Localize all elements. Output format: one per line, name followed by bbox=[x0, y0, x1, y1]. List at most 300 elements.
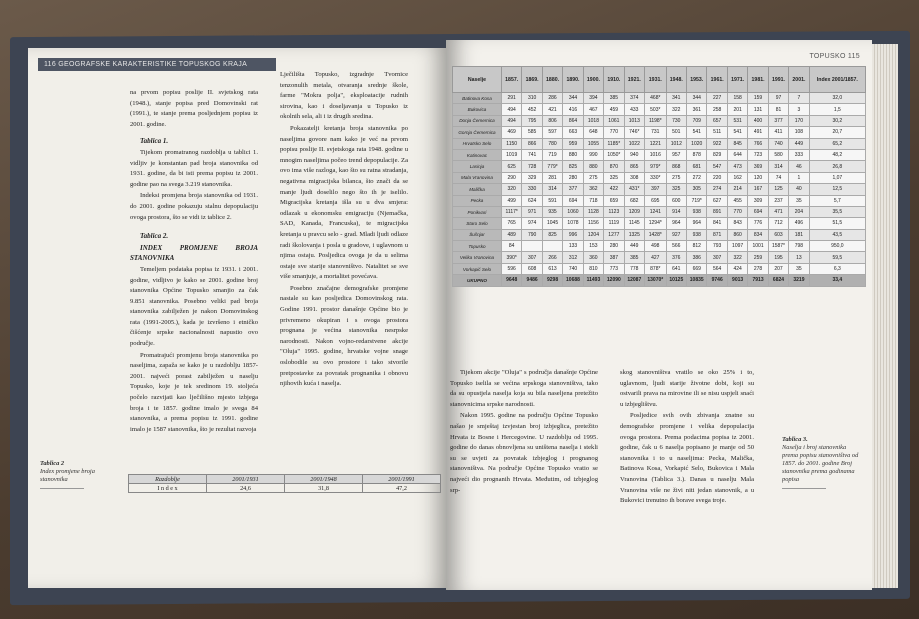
population-value-cell: 422 bbox=[604, 184, 624, 195]
settlement-name-cell: Mala Vranovina bbox=[453, 172, 502, 183]
population-value-cell: 421 bbox=[542, 104, 562, 115]
settlement-name-cell: Bukovica bbox=[453, 104, 502, 115]
population-value-cell: 541 bbox=[687, 127, 707, 138]
population-value-cell: 290 bbox=[501, 172, 521, 183]
population-value-cell: 35,5 bbox=[809, 206, 865, 217]
population-header-cell: 1890. bbox=[563, 67, 583, 93]
population-value-cell: 765 bbox=[501, 218, 521, 229]
population-header-cell: 1971. bbox=[727, 67, 747, 93]
population-value-cell: 452 bbox=[522, 104, 542, 115]
population-value-cell: 377 bbox=[768, 115, 788, 126]
population-value-cell: 746* bbox=[624, 127, 644, 138]
table-row bbox=[453, 161, 866, 172]
population-value-cell: 1221 bbox=[645, 138, 667, 149]
population-header-cell: 1921. bbox=[624, 67, 644, 93]
population-value-cell: 860 bbox=[727, 229, 747, 240]
col2-paragraph-3: Posebno značajne demografske promjene nastale su kao posljedica Domovinskog rata. Godine 1991. prostor današnje Općine bio je privremeno okupiran i s ovoga prostora prognana je većina stanovnika nesrpske narodnosti. Nakon vojno-redarstvene akcije "Oluja" 1995. godine, hrvatske vojne snage oslobodile su ovo prostore i tako stvorile pretpostavke za povratak prognanika i obnovu njihovih kuća i naselja. bbox=[280, 284, 408, 388]
population-value-cell: 834 bbox=[748, 229, 768, 240]
population-value-cell bbox=[542, 241, 562, 252]
population-value-cell: 790 bbox=[522, 229, 542, 240]
population-header-cell: 1931. bbox=[645, 67, 667, 93]
side-caption-title: Tablica 3. bbox=[782, 436, 808, 443]
settlement-name-cell: Staro Selo bbox=[453, 218, 502, 229]
population-value-cell: 10125 bbox=[666, 275, 686, 286]
population-value-cell: 281 bbox=[542, 172, 562, 183]
caption-rule bbox=[40, 488, 84, 489]
population-value-cell: 596 bbox=[501, 263, 521, 274]
population-value-cell: 681 bbox=[687, 161, 707, 172]
right-page bbox=[446, 40, 872, 590]
population-value-cell: 695 bbox=[645, 195, 667, 206]
population-value-cell: 314 bbox=[768, 161, 788, 172]
population-value-cell: 773 bbox=[604, 263, 624, 274]
population-value-cell: 74 bbox=[768, 172, 788, 183]
table-row bbox=[453, 218, 866, 229]
population-value-cell: 964 bbox=[687, 218, 707, 229]
table-row bbox=[453, 206, 866, 217]
population-value-cell: 310 bbox=[522, 93, 542, 104]
population-value-cell: 1204 bbox=[583, 229, 603, 240]
population-value-cell: 959 bbox=[563, 138, 583, 149]
population-value-cell: 1020 bbox=[687, 138, 707, 149]
population-value-cell: 10688 bbox=[563, 275, 583, 286]
left-page bbox=[28, 48, 446, 588]
population-value-cell: 258 bbox=[707, 104, 727, 115]
population-value-cell: 489 bbox=[501, 229, 521, 240]
population-value-cell: 459 bbox=[604, 104, 624, 115]
population-value-cell: 712 bbox=[768, 218, 788, 229]
population-value-cell: 780 bbox=[542, 138, 562, 149]
population-value-cell: 314 bbox=[542, 184, 562, 195]
population-value-cell: 11493 bbox=[583, 275, 603, 286]
population-value-cell: 935 bbox=[542, 206, 562, 217]
population-value-cell: 603 bbox=[768, 229, 788, 240]
population-value-cell: 1018 bbox=[583, 115, 603, 126]
population-value-cell: 7913 bbox=[748, 275, 768, 286]
population-value-cell: 390* bbox=[501, 252, 521, 263]
population-value-cell: 385 bbox=[624, 252, 644, 263]
population-value-cell: 865 bbox=[624, 161, 644, 172]
population-header-cell: 1869. bbox=[522, 67, 542, 93]
table-row bbox=[453, 104, 866, 115]
population-value-cell: 48,2 bbox=[809, 149, 865, 160]
population-value-cell: 511 bbox=[707, 127, 727, 138]
population-value-cell: 455 bbox=[727, 195, 747, 206]
population-value-cell: 195 bbox=[768, 252, 788, 263]
table-row bbox=[453, 93, 866, 104]
population-value-cell: 51,5 bbox=[809, 218, 865, 229]
index-table-header bbox=[129, 475, 441, 484]
population-value-cell: 770 bbox=[727, 206, 747, 217]
population-header-cell: 1948. bbox=[666, 67, 686, 93]
population-value-cell: 843 bbox=[727, 218, 747, 229]
settlement-name-cell: Pecka bbox=[453, 195, 502, 206]
population-value-cell: 13070* bbox=[645, 275, 667, 286]
population-value-cell: 1325 bbox=[624, 229, 644, 240]
population-value-cell: 360 bbox=[583, 252, 603, 263]
right-column-2 bbox=[620, 368, 754, 568]
col2-paragraph-1: Lječilišta Topusko, izgradnje Tvornice tenzonulih metala, otvaranja srednje škole, farme "Mokra polja", eksploatacije rudnih sirovina, kao i doseljavanja u Topusko iz okolnih sela, ali i iz drugih sredina. bbox=[280, 71, 408, 121]
population-value-cell: 9746 bbox=[707, 275, 727, 286]
population-value-cell: 97 bbox=[768, 93, 788, 104]
population-value-cell: 866 bbox=[522, 138, 542, 149]
population-value-cell: 13 bbox=[789, 252, 809, 263]
population-value-cell: 564 bbox=[707, 263, 727, 274]
population-value-cell: 723 bbox=[748, 149, 768, 160]
population-value-cell: 731 bbox=[645, 127, 667, 138]
population-value-cell: 40 bbox=[789, 184, 809, 195]
population-value-cell: 266 bbox=[542, 252, 562, 263]
population-value-cell: 1123 bbox=[604, 206, 624, 217]
population-value-cell: 1294* bbox=[645, 218, 667, 229]
population-value-cell: 214 bbox=[727, 184, 747, 195]
population-value-cell: 927 bbox=[666, 229, 686, 240]
population-value-cell: 1198* bbox=[645, 115, 667, 126]
population-value-cell: 585 bbox=[522, 127, 542, 138]
side-caption-title: Tablica 2 bbox=[40, 460, 65, 467]
population-value-cell: 411 bbox=[768, 127, 788, 138]
population-value-cell: 227 bbox=[707, 93, 727, 104]
population-table bbox=[452, 66, 866, 287]
population-value-cell: 1050* bbox=[604, 149, 624, 160]
population-value-cell: 566 bbox=[666, 241, 686, 252]
settlement-name-cell: Batinova Kosa bbox=[453, 93, 502, 104]
population-value-cell: 964 bbox=[666, 218, 686, 229]
population-value-cell: 20,7 bbox=[809, 127, 865, 138]
population-header-cell: Naselje bbox=[453, 67, 502, 93]
population-value-cell: 427 bbox=[645, 252, 667, 263]
population-value-cell: 496 bbox=[789, 218, 809, 229]
population-value-cell: 1022 bbox=[624, 138, 644, 149]
population-value-cell: 9486 bbox=[522, 275, 542, 286]
population-value-cell: 531 bbox=[727, 115, 747, 126]
population-value-cell: 659 bbox=[604, 195, 624, 206]
population-value-cell: 580 bbox=[768, 149, 788, 160]
population-value-cell: 730 bbox=[666, 115, 686, 126]
population-value-cell: 81 bbox=[768, 104, 788, 115]
table-row bbox=[453, 138, 866, 149]
settlement-name-cell: Gornja Čemernica bbox=[453, 127, 502, 138]
population-value-cell: 286 bbox=[542, 93, 562, 104]
right-col2-paragraph-2: Posljedice svih ovih zbivanja znatne su demografske promjene i velika depopulacija ovoga prostora. Prema podacima popisa iz 2001. godine, čak u 6 naselja popisano je manje od 50 stanovnika i to u naseljima: Pecka, Malička, Batinova Kosa, Vorkapić Selo, Bukovica i Mala Vranovina (Tablica 3.). Danas u naselju Mala Vranovina više ne živi niti jedan stanovnik, a u Bukovici trenutno ih borave svega troje. bbox=[620, 412, 754, 505]
population-value-cell: 26,8 bbox=[809, 161, 865, 172]
population-value-cell: 394 bbox=[583, 93, 603, 104]
population-value-cell: 719 bbox=[542, 149, 562, 160]
tablica1-paragraph-2: Indeksi promjena broja stanovnika od 1931. do 2001. godine pokazuju stalnu depopulaciju ovoga prostora, što se vidi iz tablice 2. bbox=[130, 192, 258, 221]
population-value-cell: 158 bbox=[727, 93, 747, 104]
population-header-cell: 1880. bbox=[542, 67, 562, 93]
population-value-cell: 740 bbox=[768, 138, 788, 149]
population-value-cell: 812 bbox=[687, 241, 707, 252]
population-value-cell: 741 bbox=[522, 149, 542, 160]
population-header-cell: 1981. bbox=[748, 67, 768, 93]
population-value-cell: 1185* bbox=[604, 138, 624, 149]
population-value-cell: 291 bbox=[501, 93, 521, 104]
population-value-cell: 204 bbox=[789, 206, 809, 217]
population-value-cell: 3219 bbox=[789, 275, 809, 286]
settlement-name-cell: UKUPNO bbox=[453, 275, 502, 286]
population-value-cell: 499 bbox=[501, 195, 521, 206]
population-value-cell: 220 bbox=[707, 172, 727, 183]
population-value-cell: 333 bbox=[789, 149, 809, 160]
population-value-cell: 1078 bbox=[563, 218, 583, 229]
index-row-label: I n d e x bbox=[129, 484, 207, 493]
population-value-cell: 167 bbox=[748, 184, 768, 195]
population-value-cell: 498 bbox=[645, 241, 667, 252]
left-column-1 bbox=[130, 88, 258, 538]
settlement-name-cell: Donja Čemernica bbox=[453, 115, 502, 126]
population-header-cell: 1900. bbox=[583, 67, 603, 93]
index-header-cell: Razdoblje bbox=[129, 475, 207, 484]
population-value-cell: 467 bbox=[583, 104, 603, 115]
population-header-cell: 1857. bbox=[501, 67, 521, 93]
population-value-cell: 181 bbox=[789, 229, 809, 240]
tablica1-paragraph-1: Tijekom promatranog razdoblja u tablici 1. vidljiv je konstantan pad broja stanovnika od 1931. godine, da bi isti prema popisu iz 2001. godine pao na svega 3.219 stanovnika. bbox=[130, 148, 258, 188]
population-value-cell: 362 bbox=[583, 184, 603, 195]
population-value-cell: 1061 bbox=[604, 115, 624, 126]
population-value-cell: 1055 bbox=[583, 138, 603, 149]
index-value-cell: 24,6 bbox=[207, 484, 285, 493]
population-value-cell: 891 bbox=[707, 206, 727, 217]
population-value-cell: 59,5 bbox=[809, 252, 865, 263]
population-value-cell: 376 bbox=[666, 252, 686, 263]
population-value-cell: 1,07 bbox=[809, 172, 865, 183]
index-table-row bbox=[129, 484, 441, 493]
population-value-cell: 344 bbox=[687, 93, 707, 104]
population-value-cell: 778 bbox=[624, 263, 644, 274]
table-row bbox=[453, 195, 866, 206]
population-value-cell: 400 bbox=[748, 115, 768, 126]
population-value-cell: 663 bbox=[563, 127, 583, 138]
population-value-cell: 644 bbox=[727, 149, 747, 160]
population-value-cell: 274 bbox=[707, 184, 727, 195]
population-value-cell: 307 bbox=[707, 252, 727, 263]
population-value-cell: 779* bbox=[542, 161, 562, 172]
population-value-cell: 728 bbox=[522, 161, 542, 172]
table-row bbox=[453, 115, 866, 126]
population-value-cell: 740 bbox=[563, 263, 583, 274]
population-value-cell: 329 bbox=[522, 172, 542, 183]
population-value-cell: 433 bbox=[624, 104, 644, 115]
right-running-head: TOPUSKO 115 bbox=[809, 53, 860, 60]
population-header-cell: 1961. bbox=[707, 67, 727, 93]
population-value-cell: 280 bbox=[563, 172, 583, 183]
settlement-name-cell: Katinovac bbox=[453, 149, 502, 160]
population-value-cell: 871 bbox=[707, 229, 727, 240]
caption-rule bbox=[782, 488, 826, 489]
right-col1-paragraph-1: Tijekom akcije "Oluja" s područja današnje Općine Topusko iselila se većina srpskoga stanovništva, tako da su opustjela naselja koja su bila naseljena pretežito stanovnicima srpske narodnosti. bbox=[450, 369, 598, 408]
table-row bbox=[453, 275, 866, 286]
population-value-cell: 1,5 bbox=[809, 104, 865, 115]
population-value-cell: 613 bbox=[542, 263, 562, 274]
population-value-cell: 868 bbox=[666, 161, 686, 172]
population-value-cell: 237 bbox=[768, 195, 788, 206]
population-value-cell: 35 bbox=[789, 195, 809, 206]
index-header-cell: 2001/1948 bbox=[285, 475, 363, 484]
right-column-1 bbox=[450, 368, 598, 582]
population-value-cell: 1150 bbox=[501, 138, 521, 149]
population-value-cell: 625 bbox=[501, 161, 521, 172]
population-value-cell: 385 bbox=[604, 93, 624, 104]
population-value-cell: 938 bbox=[687, 229, 707, 240]
population-value-cell: 648 bbox=[583, 127, 603, 138]
population-value-cell: 845 bbox=[727, 138, 747, 149]
population-value-cell: 719* bbox=[687, 195, 707, 206]
population-value-cell: 330* bbox=[645, 172, 667, 183]
population-value-cell: 841 bbox=[707, 218, 727, 229]
tablica2-subtitle: INDEX PROMJENE BROJA STANOVNIKA bbox=[130, 243, 258, 263]
population-value-cell: 878 bbox=[687, 149, 707, 160]
population-value-cell: 308 bbox=[624, 172, 644, 183]
population-value-cell: 776 bbox=[748, 218, 768, 229]
population-value-cell: 922 bbox=[707, 138, 727, 149]
population-value-cell: 829 bbox=[707, 149, 727, 160]
population-value-cell: 1277 bbox=[604, 229, 624, 240]
tablica2-paragraph-1: Temeljem podataka popisa iz 1931. i 2001. godine, vidljivo je kako se 2001. godine broj stanovnika Općine Topusko smanjio za čak 9.851 stanovnika. Posebno veliki pad broja stanovnika zabilježen je nakon Domovinskog rata (1991-2005.), kada je izvršeno i etničko čišćenje srpske nacionalnosti napustio ovo područje. bbox=[130, 265, 258, 348]
population-value-cell: 7 bbox=[789, 93, 809, 104]
population-value-cell: 153 bbox=[583, 241, 603, 252]
population-value-cell: 1045 bbox=[542, 218, 562, 229]
population-value-cell: 278 bbox=[748, 263, 768, 274]
population-value-cell: 322 bbox=[666, 104, 686, 115]
population-value-cell: 501 bbox=[666, 127, 686, 138]
index-value-cell: 31,8 bbox=[285, 484, 363, 493]
population-value-cell: 880 bbox=[583, 161, 603, 172]
population-value-cell: 597 bbox=[542, 127, 562, 138]
population-value-cell: 990 bbox=[583, 149, 603, 160]
population-header-cell: Index 2001/1857. bbox=[809, 67, 865, 93]
population-value-cell: 494 bbox=[501, 104, 521, 115]
population-value-cell: 307 bbox=[522, 252, 542, 263]
col2-paragraph-2: Pokazatelji kretanja broja stanovnika po naseljima govore nam kako je već na prvom popisu poslije II. svjetskoga rata 1948. godine u mnogim naseljima počeo trend depopulacije. Za ovo ima više razloga, kao što su ratna stradanja, negativna migracijska bilanca, što znači da se manje ljudi doselilo nego što ih je iselilo. Migracijska kretanja išla su u dva smjera: odlazak u ekonomsku emigraciju (Njemačka, SAD, Kanada, Francuska), te migracijska kretanja u pravcu selo - grad. Mladi ljudi odlaze radi školovanja i posla u gradove, i uglavnom u njima ostaju. Posljedica ovoga je da u selima ostaje sve starije stanovništvo. Natalitet se sve više smanjuje, a mortalitet povećava. bbox=[280, 124, 408, 281]
population-value-cell: 864 bbox=[563, 115, 583, 126]
population-value-cell: 377 bbox=[563, 184, 583, 195]
settlement-name-cell: Malička bbox=[453, 184, 502, 195]
population-value-cell: 974 bbox=[522, 218, 542, 229]
population-value-cell: 9013 bbox=[727, 275, 747, 286]
population-value-cell: 259 bbox=[748, 252, 768, 263]
settlement-name-cell: Ponikvari bbox=[453, 206, 502, 217]
population-value-cell: 322 bbox=[727, 252, 747, 263]
population-value-cell: 1013 bbox=[624, 115, 644, 126]
population-value-cell: 503* bbox=[645, 104, 667, 115]
page-edges bbox=[872, 44, 898, 588]
population-value-cell: 694 bbox=[748, 206, 768, 217]
population-value-cell: 272 bbox=[687, 172, 707, 183]
population-value-cell: 950,0 bbox=[809, 241, 865, 252]
right-col2-paragraph-1: skog stanovništva vratilo se oko 25% i to, uglavnom, ljudi starije životne dobi, koji su ostvarili prava na mirovine ili se nisu uspjeli snaći u izbjeglištvu. bbox=[620, 369, 754, 408]
population-value-cell: 878* bbox=[645, 263, 667, 274]
population-value-cell: 397 bbox=[645, 184, 667, 195]
population-value-cell: 387 bbox=[604, 252, 624, 263]
population-value-cell: 65,2 bbox=[809, 138, 865, 149]
population-value-cell: 30,2 bbox=[809, 115, 865, 126]
population-value-cell: 825 bbox=[563, 161, 583, 172]
population-value-cell: 600 bbox=[666, 195, 686, 206]
population-value-cell: 1156 bbox=[583, 218, 603, 229]
population-value-cell: 207 bbox=[768, 263, 788, 274]
population-value-cell: 309 bbox=[748, 195, 768, 206]
table-row bbox=[453, 172, 866, 183]
population-value-cell: 798 bbox=[789, 241, 809, 252]
population-value-cell: 108 bbox=[789, 127, 809, 138]
population-value-cell: 32,0 bbox=[809, 93, 865, 104]
population-value-cell: 806 bbox=[542, 115, 562, 126]
population-value-cell: 880 bbox=[563, 149, 583, 160]
index-value-cell: 47,2 bbox=[363, 484, 441, 493]
population-value-cell: 1097 bbox=[727, 241, 747, 252]
population-value-cell: 541 bbox=[727, 127, 747, 138]
population-value-cell: 957 bbox=[666, 149, 686, 160]
population-value-cell: 84 bbox=[501, 241, 521, 252]
col1-intro: na prvom popisu poslije II. svjetskog rata (1948.), stanje popisa pred Domovinski rat (1991.), te stanje prema posljednjem popisu iz 2001. godine. bbox=[130, 89, 258, 128]
population-value-cell: 9298 bbox=[542, 275, 562, 286]
settlement-name-cell: Šušnjar bbox=[453, 229, 502, 240]
population-value-cell: 341 bbox=[666, 93, 686, 104]
population-value-cell: 312 bbox=[563, 252, 583, 263]
table-row bbox=[453, 241, 866, 252]
population-value-cell: 10835 bbox=[687, 275, 707, 286]
right-side-caption bbox=[782, 436, 862, 532]
population-value-cell: 608 bbox=[522, 263, 542, 274]
tablica1-title: Tablica 1. bbox=[140, 137, 169, 146]
population-value-cell: 35 bbox=[789, 263, 809, 274]
population-value-cell: 6824 bbox=[768, 275, 788, 286]
side-caption-text: Index promjene broja stanovnika bbox=[40, 468, 95, 483]
population-value-cell: 471 bbox=[768, 206, 788, 217]
population-value-cell: 979* bbox=[645, 161, 667, 172]
population-value-cell: 424 bbox=[727, 263, 747, 274]
population-value-cell: 12087 bbox=[624, 275, 644, 286]
table-row bbox=[453, 127, 866, 138]
table-row bbox=[453, 263, 866, 274]
population-value-cell: 3 bbox=[789, 104, 809, 115]
population-value-cell: 12090 bbox=[604, 275, 624, 286]
population-value-cell: 305 bbox=[687, 184, 707, 195]
population-value-cell: 1145 bbox=[624, 218, 644, 229]
left-running-head: 116 GEOGRAFSKE KARAKTERISTIKE TOPUSKOG KRAJA bbox=[38, 58, 276, 71]
population-header-cell: 2001. bbox=[789, 67, 809, 93]
population-value-cell: 627 bbox=[707, 195, 727, 206]
settlement-name-cell: Hrvatsko Selo bbox=[453, 138, 502, 149]
population-value-cell: 344 bbox=[563, 93, 583, 104]
population-value-cell: 125 bbox=[768, 184, 788, 195]
index-header-cell: 2001/1931 bbox=[207, 475, 285, 484]
population-value-cell: 1428* bbox=[645, 229, 667, 240]
population-value-cell: 468* bbox=[645, 93, 667, 104]
population-value-cell: 369 bbox=[748, 161, 768, 172]
population-value-cell: 33,4 bbox=[809, 275, 865, 286]
population-value-cell: 1241 bbox=[645, 206, 667, 217]
left-side-caption bbox=[40, 460, 112, 500]
population-value-cell: 473 bbox=[727, 161, 747, 172]
population-value-cell: 275 bbox=[583, 172, 603, 183]
population-value-cell: 449 bbox=[624, 241, 644, 252]
population-header-cell: 1953. bbox=[687, 67, 707, 93]
population-value-cell: 1016 bbox=[645, 149, 667, 160]
population-value-cell: 159 bbox=[748, 93, 768, 104]
population-value-cell: 669 bbox=[687, 263, 707, 274]
population-header-cell: 1991. bbox=[768, 67, 788, 93]
population-value-cell: 810 bbox=[583, 263, 603, 274]
population-value-cell: 1 bbox=[789, 172, 809, 183]
population-value-cell: 682 bbox=[624, 195, 644, 206]
tablica2-paragraph-2: Promatrajući promjenu broja stanovnika po naseljima, zapaža se kako je u razdoblju 1857-2001. najveći porast zabilježen u naselju Topusko, koje je tek sredinom 19. stoljeća počelo razvijati kao lječilišno mjesto izbjega broja i te 1857. godine imalo je svega 84 stanovnika, a prema popisu iz 1991. godine imalo je 1587 stanovnika, što je rezultat razvoja bbox=[130, 351, 258, 433]
population-value-cell: 1001 bbox=[748, 241, 768, 252]
population-value-cell: 12,5 bbox=[809, 184, 865, 195]
population-value-cell: 1128 bbox=[583, 206, 603, 217]
population-value-cell: 694 bbox=[563, 195, 583, 206]
